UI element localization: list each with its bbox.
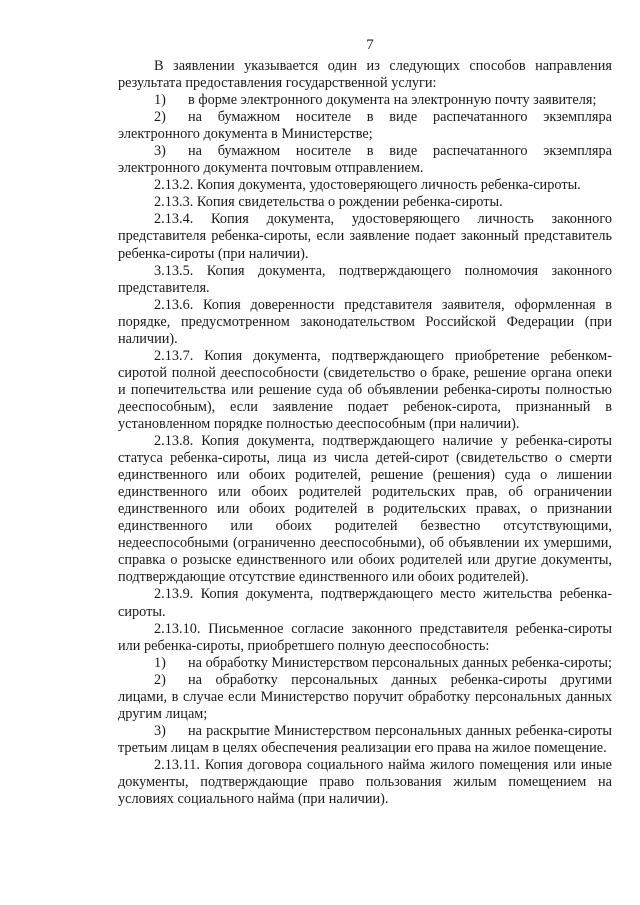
paragraph-2-13-4: 2.13.4. Копия документа, удостоверяющего личность законного представителя ребенка-сироты, если заявление подает законный представитель ребенка-сироты (при наличии). [118,211,612,262]
list-item-delivery-3: 3) на бумажном носителе в виде распечатанного экземпляра электронного документа почтовым отправлением. [118,143,612,177]
list-item-consent-2: 2) на обработку персональных данных ребенка-сироты другими лицами, в случае если Министерство поручит обработку персональных данных другим лицам; [118,671,612,722]
paragraph-2-13-11: 2.13.11. Копия договора социального найма жилого помещения или иные документы, подтверждающие право пользования жилым помещением на условиях социального найма (при наличии). [118,756,612,808]
page-number: 7 [366,37,374,53]
list-item-consent-1: 1) на обработку Министерством персональных данных ребенка-сироты; [154,654,612,671]
paragraph-2-13-7: 2.13.7. Копия документа, подтверждающего приобретение ребенком-сиротой полной дееспособности (свидетельство о браке, решение органа опеки и попечительства или решение суда об объявлении ребенка-сироты полностью дееспособным), если заявление подает ребенок-сирота, признанный в установленном порядке полностью дееспособным (при наличии). [118,347,612,432]
paragraph-2-13-9: 2.13.9. Копия документа, подтверждающего место жительства ребенка-сироты. [118,586,612,620]
paragraph-2-13-2: 2.13.2. Копия документа, удостоверяющего личность ребенка-сироты. [154,177,581,194]
list-item-delivery-1: 1) в форме электронного документа на электронную почту заявителя; [154,92,597,109]
paragraph-3-13-5: 3.13.5. Копия документа, подтверждающего полномочия законного представителя. [118,262,612,296]
paragraph-2-13-10: 2.13.10. Письменное согласие законного представителя ребенка-сироты или ребенка-сироты, приобретшего полную дееспособность: [118,620,612,654]
list-item-consent-3: 3) на раскрытие Министерством персональных данных ребенка-сироты третьим лицам в целях обеспечения реализации его права на жилое помещение. [118,722,612,756]
paragraph-intro: В заявлении указывается один из следующих способов направления результата предоставления государственной услуги: [118,58,612,92]
document-body [118,58,612,808]
paragraph-2-13-6: 2.13.6. Копия доверенности представителя заявителя, оформленная в порядке, предусмотренном законодательством Российской Федерации (при наличии). [118,296,612,347]
list-item-delivery-2: 2) на бумажном носителе в виде распечатанного экземпляра электронного документа в Министерстве; [118,109,612,143]
paragraph-2-13-3: 2.13.3. Копия свидетельства о рождении ребенка-сироты. [154,194,503,211]
paragraph-2-13-8: 2.13.8. Копия документа, подтверждающего наличие у ребенка-сироты статуса ребенка-сироты, лица из числа детей-сирот (свидетельство о смерти единственного или обоих родителей, решение (решения) суда о лишении единственного или обоих родителей родительских прав, об ограничении единственного или обоих родителей в родительских правах, о признании единственного или обоих родителей безвестно отсутствующими, недееспособными (ограниченно дееспособными), об объявлении их умершими, справка о розыске единственного или обоих родителей или другие документы, подтверждающие отсутствие единственного или обоих родителей). [118,433,612,586]
